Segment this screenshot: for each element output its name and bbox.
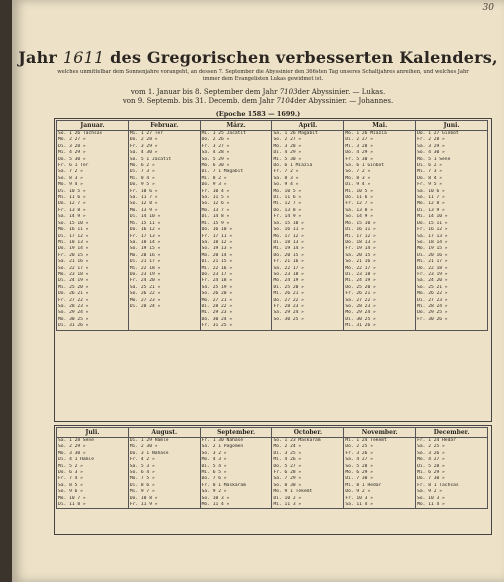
calendar-table-bottom	[56, 427, 488, 509]
day-cell: Mi. 12 7 »	[272, 201, 344, 207]
day-cell: Mo. 10 5 »	[272, 189, 344, 195]
document-page	[12, 0, 504, 582]
day-cell: Sa. 11 5 »	[200, 195, 272, 201]
range-line-1	[12, 88, 504, 96]
day-cell: Mi. 21 17 »	[416, 259, 488, 265]
calendar-table-top	[56, 120, 488, 331]
day-cell: So. 29 24 »	[57, 310, 129, 316]
day-cell: Mo. 20 14 »	[200, 253, 272, 259]
day-cell: Di. 28 22 »	[200, 304, 272, 310]
day-cell: Mi. 14 10 »	[416, 214, 488, 220]
day-cell: Fr. 24 18 »	[200, 278, 272, 284]
day-cell: Mo. 26 22 »	[416, 291, 488, 297]
day-cell: Fr. 5 30 »	[344, 157, 416, 163]
day-cell: So. 18 14 »	[416, 240, 488, 246]
day-cell: So. 9 4 »	[272, 182, 344, 188]
day-cell: Mi. 25 20 »	[57, 285, 129, 291]
day-cell: Mi. 10 5 »	[344, 189, 416, 195]
day-cell: Do. 23 19 »	[128, 272, 200, 278]
day-cell: So. 3 2 »	[200, 451, 272, 457]
day-cell: Mo. 30 25 »	[57, 317, 129, 323]
day-cell: So. 19 15 »	[128, 246, 200, 252]
day-cell: Fr. 10 3 »	[344, 496, 416, 502]
day-cell: So. 5 1 Jacatit	[128, 157, 200, 163]
day-cell: Sa. 15 10 »	[272, 221, 344, 227]
day-cell: Do. 2 26 »	[200, 137, 272, 143]
day-cell: So. 16 11 »	[272, 227, 344, 233]
day-cell: Do. 16 12 »	[128, 227, 200, 233]
day-cell: So. 2 27 »	[272, 137, 344, 143]
day-cell: Mi. 8 2 »	[200, 176, 272, 182]
day-cell: So. 23 18 »	[272, 272, 344, 278]
day-cell: Sa. 14 9 »	[57, 214, 129, 220]
day-cell: Fr. 24 20 »	[128, 278, 200, 284]
day-cell: Fr. 7 2 »	[272, 169, 344, 175]
subtitle: welches unmittelbar dem Sonnenjahre vorangeht, an dessen 7. September die Abyssinier den 366sten Tag unseres Schaltjahres anreihen, und welches Jahr immer dem Evangelisten Lukas gewidmet ist.	[57, 69, 469, 82]
day-cell: Mi. 7 3 »	[416, 169, 488, 175]
day-cell: So. 1 23 Maskaram	[272, 438, 344, 445]
day-cell: Sa. 2 25 »	[416, 444, 488, 450]
day-cell: Do. 4 29 »	[344, 150, 416, 156]
day-cell: Fr. 14 9 »	[272, 214, 344, 220]
day-cell: Do. 11 6 »	[344, 195, 416, 201]
day-cell: So. 2 29 »	[57, 444, 129, 450]
day-cell: Mo. 27 23 »	[128, 298, 200, 304]
month-header: October.	[272, 428, 344, 438]
range-line-1-text: vom 1. Januar bis 8. September dem Jahr	[130, 88, 278, 96]
day-cell: Mo. 12 8 »	[416, 201, 488, 207]
day-cell: Mi. 4 29 »	[57, 150, 129, 156]
day-cell: So. 4 30 »	[416, 150, 488, 156]
day-cell: Di. 16 11 »	[344, 227, 416, 233]
day-cell: Mi. 11 3 »	[272, 502, 344, 509]
day-cell: Fr. 1 24 Hedar	[416, 438, 488, 445]
day-cell: Sa. 6 1 Ginbot	[344, 163, 416, 169]
day-cell: Fr. 6 28 »	[272, 470, 344, 476]
day-cell	[128, 323, 200, 330]
day-cell: Mi. 29 23 »	[200, 310, 272, 316]
table-row	[57, 502, 488, 509]
day-cell: Fr. 3 29 »	[128, 144, 200, 150]
day-cell: Mo. 7 5 »	[128, 476, 200, 482]
day-cell: Mi. 18 13 »	[57, 240, 129, 246]
day-cell: Mo. 6 2 »	[128, 163, 200, 169]
day-cell: Do. 9 5 »	[128, 182, 200, 188]
range-line-2-text: von 9. Septemb. bis 31. Decemb. dem Jahr	[122, 97, 275, 105]
day-cell	[416, 323, 488, 330]
month-header: August.	[128, 428, 200, 438]
day-cell: Fr. 26 21 »	[344, 291, 416, 297]
page-title	[12, 48, 504, 67]
day-cell: Fr. 8 1 Maskaram	[200, 483, 272, 489]
day-cell: So. 10 3 »	[416, 496, 488, 502]
month-header-row	[57, 428, 488, 438]
day-cell: Fr. 10 4 »	[200, 189, 272, 195]
month-header: Juni.	[416, 121, 488, 131]
day-cell: Di. 7 1 Magabit	[200, 169, 272, 175]
day-cell: Mi. 11 6 »	[57, 195, 129, 201]
day-cell: Di. 8 6 »	[128, 483, 200, 489]
day-cell: Sa. 8 5 »	[57, 483, 129, 489]
day-cell: So. 5 29 »	[200, 157, 272, 163]
day-cell: Fr. 20 15 »	[57, 253, 129, 259]
day-cell: Mi. 1 24 Tekemt	[344, 438, 416, 445]
day-cell: Fr. 31 25 »	[200, 323, 272, 330]
table-row	[57, 131, 488, 138]
day-cell: Mo. 11 4 »	[200, 502, 272, 509]
day-cell: Do. 6 3 »	[57, 470, 129, 476]
day-cell: Di. 10 5 »	[57, 189, 129, 195]
range-line-2-year: 7104	[276, 97, 295, 105]
day-cell: Mo. 4 27 »	[416, 457, 488, 463]
day-cell: Mi. 17 12 »	[344, 234, 416, 240]
day-cell: Fr. 1 30 Nahase	[200, 438, 272, 445]
day-cell: Fr. 23 19 »	[416, 272, 488, 278]
day-cell: Fr. 8 1 Tachsas	[416, 483, 488, 489]
day-cell: Mo. 16 11 »	[57, 227, 129, 233]
day-cell: Mo. 19 15 »	[416, 246, 488, 252]
day-cell: Do. 25 20 »	[344, 285, 416, 291]
day-cell: Sa. 4 30 »	[128, 150, 200, 156]
day-cell: Di. 23 18 »	[344, 272, 416, 278]
day-cell: Di. 21 15 »	[200, 259, 272, 265]
day-cell: Sa. 17 13 »	[416, 234, 488, 240]
day-cell: Di. 2 27 »	[344, 137, 416, 143]
day-cell: Mo. 29 24 »	[344, 310, 416, 316]
day-cell: So. 15 10 »	[57, 221, 129, 227]
title-rest: des Gregorischen verbesserten Kalenders,	[110, 48, 498, 67]
day-cell: Do. 3 1 Nahase	[128, 451, 200, 457]
day-cell: Sa. 11 7 »	[128, 195, 200, 201]
day-cell: Mo. 13 7 »	[200, 208, 272, 214]
day-cell: So. 1 26 Tachsas	[57, 131, 129, 138]
day-cell: Mi. 22 18 »	[128, 266, 200, 272]
day-cell: So. 3 26 »	[416, 451, 488, 457]
day-cell: Fr. 30 26 »	[416, 317, 488, 323]
day-cell: Sa. 18 14 »	[128, 240, 200, 246]
day-cell: Mi. 8 1 Hedar	[344, 483, 416, 489]
day-cell: Do. 15 11 »	[416, 221, 488, 227]
day-cell: Do. 19 14 »	[57, 246, 129, 252]
epoch-label: (Epoche 1583 — 1699.)	[215, 110, 301, 118]
day-cell: Do. 2 25 »	[344, 444, 416, 450]
day-cell: So. 21 16 »	[344, 259, 416, 265]
range-line-1-rest: der Abyssinier. — Lukas.	[297, 88, 386, 96]
day-cell: Sa. 11 4 »	[344, 502, 416, 509]
day-cell: Mo. 2 27 »	[57, 137, 129, 143]
day-cell: So. 25 21 »	[416, 285, 488, 291]
day-cell: Di. 18 13 »	[272, 240, 344, 246]
day-cell: Do. 9 2 »	[344, 489, 416, 495]
day-cell: Di. 14 10 »	[128, 214, 200, 220]
day-cell: Fr. 10 6 »	[128, 189, 200, 195]
day-cell: Mi. 6 29 »	[416, 470, 488, 476]
day-cell: Mo. 20 16 »	[128, 253, 200, 259]
day-cell: Mi. 2 30 »	[128, 444, 200, 450]
day-cell: So. 12 6 »	[200, 201, 272, 207]
day-cell: Do. 29 25 »	[416, 310, 488, 316]
day-cell: Sa. 20 15 »	[344, 253, 416, 259]
day-cell: Mo. 4 3 »	[200, 457, 272, 463]
day-cell: Fr. 9 5 »	[416, 182, 488, 188]
day-cell: Sa. 1 28 Sene	[57, 438, 129, 445]
day-cell: Do. 12 7 »	[57, 201, 129, 207]
day-cell: Mi. 3 28 »	[344, 144, 416, 150]
day-cell: Di. 9 4 »	[344, 182, 416, 188]
day-cell: Sa. 7 29 »	[272, 476, 344, 482]
day-cell: Fr. 27 22 »	[57, 298, 129, 304]
day-cell: Di. 1 29 Hamle	[128, 438, 200, 445]
day-cell: Mo. 3 28 »	[272, 144, 344, 150]
day-cell: Mo. 9 4 »	[57, 182, 129, 188]
day-cell: Mi. 4 26 »	[272, 457, 344, 463]
day-cell: Do. 2 28 »	[128, 137, 200, 143]
day-cell: Sa. 4 28 »	[200, 150, 272, 156]
month-header: Juli.	[57, 428, 129, 438]
day-cell: Sa. 28 23 »	[57, 304, 129, 310]
month-header-row	[57, 121, 488, 131]
day-cell: Mo. 23 18 »	[57, 272, 129, 278]
day-cell: Do. 9 3 »	[200, 182, 272, 188]
day-cell: Do. 8 4 »	[416, 176, 488, 182]
day-cell: Mi. 31 26 »	[344, 323, 416, 330]
day-cell: So. 26 22 »	[128, 291, 200, 297]
day-cell: Sa. 2 1 Pagomen	[200, 444, 272, 450]
day-cell: So. 11 7 »	[416, 195, 488, 201]
day-cell: Di. 21 17 »	[128, 259, 200, 265]
day-cell: Do. 13 8 »	[272, 208, 344, 214]
day-cell: Mo. 3 30 »	[57, 451, 129, 457]
day-cell: Do. 7 6 »	[200, 476, 272, 482]
day-cell: Do. 18 13 »	[344, 240, 416, 246]
day-cell: So. 12 8 »	[128, 201, 200, 207]
page-number: 30	[482, 3, 494, 13]
day-cell: Do. 22 18 »	[416, 266, 488, 272]
day-cell: Fr. 19 14 »	[344, 246, 416, 252]
day-cell: Do. 7 30 »	[416, 476, 488, 482]
day-cell: Di. 5 4 »	[200, 464, 272, 470]
day-cell: Di. 27 23 »	[416, 298, 488, 304]
day-cell: So. 6 4 »	[128, 470, 200, 476]
day-cell: Sa. 4 27 »	[344, 457, 416, 463]
day-cell: Mo. 2 24 »	[272, 444, 344, 450]
day-cell: Fr. 3 27 »	[200, 144, 272, 150]
day-cell: Do. 5 30 »	[57, 157, 129, 163]
day-cell: Mo. 13 9 »	[128, 208, 200, 214]
day-cell: Di. 7 3 »	[128, 169, 200, 175]
month-header: November.	[344, 428, 416, 438]
day-cell: Mi. 8 4 »	[128, 176, 200, 182]
day-cell: Mi. 6 5 »	[200, 470, 272, 476]
day-cell: Fr. 7 4 »	[57, 476, 129, 482]
day-cell: Mo. 6 29 »	[344, 470, 416, 476]
day-cell: Do. 27 22 »	[272, 298, 344, 304]
day-cell: Mi. 15 11 »	[128, 221, 200, 227]
day-cell: Di. 11 8 »	[57, 502, 129, 509]
table-row	[57, 323, 488, 330]
title-prefix: Jahr	[18, 48, 58, 67]
day-cell: Mo. 15 10 »	[344, 221, 416, 227]
day-cell: Do. 1 27 Ginbot	[416, 131, 488, 138]
day-cell: So. 26 20 »	[200, 291, 272, 297]
month-header: December.	[416, 428, 488, 438]
month-header: September.	[200, 428, 272, 438]
day-cell: Mi. 24 19 »	[344, 278, 416, 284]
day-cell: Sa. 10 6 »	[416, 189, 488, 195]
day-cell: Fr. 6 1 Ter	[57, 163, 129, 169]
day-cell: Di. 4 1 Hamle	[57, 457, 129, 463]
day-cell: Mo. 5 1 Sene	[416, 157, 488, 163]
day-cell: Mi. 19 14 »	[272, 246, 344, 252]
day-cell: Do. 26 21 »	[57, 291, 129, 297]
day-cell: Sa. 1 26 Magabit	[272, 131, 344, 138]
day-cell: Mo. 24 19 »	[272, 278, 344, 284]
day-cell: Mi. 1 27 Ter	[128, 131, 200, 138]
day-cell: Mo. 10 7 »	[57, 496, 129, 502]
day-cell: Do. 20 15 »	[272, 253, 344, 259]
day-cell: Mo. 11 4 »	[416, 502, 488, 509]
day-cell: Fr. 13 8 »	[57, 208, 129, 214]
day-cell	[272, 323, 344, 330]
day-cell: Di. 7 30 »	[344, 476, 416, 482]
day-cell: Mo. 9 1 Tekemt	[272, 489, 344, 495]
day-cell: Di. 31 26 »	[57, 323, 129, 330]
day-cell: Mo. 1 26 Miazia	[344, 131, 416, 138]
day-cell: Di. 17 12 »	[57, 234, 129, 240]
day-cell: Mo. 27 21 »	[200, 298, 272, 304]
day-cell: Di. 14 8 »	[200, 214, 272, 220]
day-cell: Fr. 12 7 »	[344, 201, 416, 207]
day-cell: Fr. 28 23 »	[272, 304, 344, 310]
range-line-2-rest: der Abyssinier. — Johannes.	[294, 97, 394, 105]
month-header: Februar.	[128, 121, 200, 131]
day-cell: Mi. 22 16 »	[200, 266, 272, 272]
day-cell: Mo. 6 30 »	[200, 163, 272, 169]
month-header: April.	[272, 121, 344, 131]
day-cell: Mi. 5 2 »	[57, 464, 129, 470]
day-cell: Fr. 3 26 »	[344, 451, 416, 457]
day-cell: Di. 4 29 »	[272, 150, 344, 156]
day-cell: Sa. 3 29 »	[416, 144, 488, 150]
day-cell: Di. 24 19 »	[57, 278, 129, 284]
day-cell: Fr. 17 11 »	[200, 234, 272, 240]
day-cell: So. 5 28 »	[344, 464, 416, 470]
day-cell: So. 9 6 »	[57, 489, 129, 495]
day-cell: Mi. 26 21 »	[272, 291, 344, 297]
day-cell: So. 19 13 »	[200, 246, 272, 252]
day-cell: Fr. 4 2 »	[128, 457, 200, 463]
table-row	[57, 438, 488, 445]
day-cell: Di. 3 28 »	[57, 144, 129, 150]
day-cell: Sa. 27 22 »	[344, 298, 416, 304]
day-cell: Di. 25 20 »	[272, 285, 344, 291]
day-cell: Mi. 15 9 »	[200, 221, 272, 227]
day-cell: Fr. 11 9 »	[128, 502, 200, 509]
day-cell: Sa. 18 12 »	[200, 240, 272, 246]
day-cell: Di. 28 24 »	[128, 304, 200, 310]
day-cell: So. 22 17 »	[57, 266, 129, 272]
month-header: Januar.	[57, 121, 129, 131]
day-cell: Fr. 2 28 »	[416, 137, 488, 143]
day-cell: Sa. 5 3 »	[128, 464, 200, 470]
day-cell: Di. 30 25 »	[344, 317, 416, 323]
day-cell: Mi. 5 30 »	[272, 157, 344, 163]
day-cell: Di. 13 9 »	[416, 208, 488, 214]
day-cell: Di. 5 28 »	[416, 464, 488, 470]
day-cell: Fr. 21 16 »	[272, 259, 344, 265]
day-cell: Sa. 29 24 »	[272, 310, 344, 316]
day-cell: So. 8 3 »	[57, 176, 129, 182]
day-cell: Mi. 9 7 »	[128, 489, 200, 495]
day-cell: Mo. 22 17 »	[344, 266, 416, 272]
month-header: Mai.	[344, 121, 416, 131]
day-cell: Do. 10 8 »	[128, 496, 200, 502]
day-cell: Sa. 9 2 »	[416, 489, 488, 495]
range-line-2	[12, 97, 504, 105]
day-cell: Mi. 1 25 Jacatit	[200, 131, 272, 138]
day-cell: Sa. 24 20 »	[416, 278, 488, 284]
day-cell: Di. 6 2 »	[416, 163, 488, 169]
day-cell: Mo. 17 12 »	[272, 234, 344, 240]
day-cell: So. 10 3 »	[200, 496, 272, 502]
day-cell: Sa. 21 16 »	[57, 259, 129, 265]
day-cell: Sa. 9 2 »	[200, 489, 272, 495]
day-cell: Di. 20 16 »	[416, 253, 488, 259]
day-cell: So. 14 9 »	[344, 214, 416, 220]
day-cell: Mo. 8 3 »	[344, 176, 416, 182]
day-cell: Fr. 17 13 »	[128, 234, 200, 240]
day-cell: Do. 16 10 »	[200, 227, 272, 233]
day-cell: Do. 6 1 Miazia	[272, 163, 344, 169]
day-cell: Sa. 7 2 »	[57, 169, 129, 175]
day-cell: Do. 23 17 »	[200, 272, 272, 278]
day-cell: Fr. 16 12 »	[416, 227, 488, 233]
day-cell: Do. 5 27 »	[272, 464, 344, 470]
day-cell: Sa. 8 3 »	[272, 176, 344, 182]
day-cell: Di. 11 6 »	[272, 195, 344, 201]
range-line-1-year: 7103	[279, 88, 298, 96]
day-cell: So. 7 2 »	[344, 169, 416, 175]
month-header: März.	[200, 121, 272, 131]
day-cell: So. 28 23 »	[344, 304, 416, 310]
day-cell: Di. 3 25 »	[272, 451, 344, 457]
day-cell: Do. 30 24 »	[200, 317, 272, 323]
handwritten-year: 1611	[62, 48, 105, 67]
day-cell: Mi. 28 24 »	[416, 304, 488, 310]
day-cell: Sa. 25 19 »	[200, 285, 272, 291]
day-cell: Sa. 13 8 »	[344, 208, 416, 214]
day-cell: So. 30 25 »	[272, 317, 344, 323]
day-cell: Di. 10 2 »	[272, 496, 344, 502]
day-cell: Sa. 25 21 »	[128, 285, 200, 291]
day-cell: So. 8 30 »	[272, 483, 344, 489]
day-cell: Sa. 22 17 »	[272, 266, 344, 272]
